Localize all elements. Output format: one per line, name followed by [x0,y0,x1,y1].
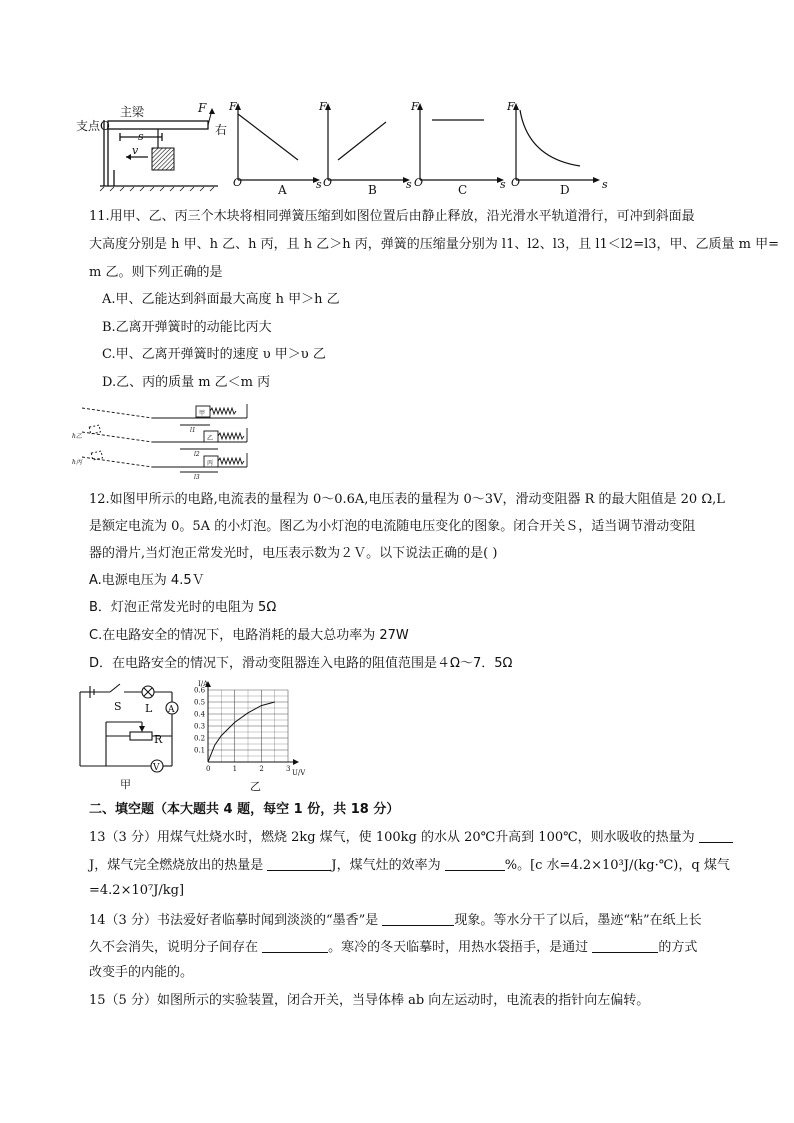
q14-line2-c: 的方式 [658,940,698,955]
section-heading: 二、填空题（本大题共 4 题，每空 1 份，共 18 分） [89,802,400,817]
q14-blank-2[interactable] [262,939,328,953]
y-tick-label: 0.1 [194,746,206,755]
graph-caption: 乙 [250,780,261,793]
x-tick-label: 0 [206,765,211,773]
force-label: F [198,101,207,115]
axis-s-label: s [602,178,608,191]
q11-stem-line3: m 乙。则下列正确的是 [89,265,223,280]
x-axis-label: U/V [292,769,306,777]
x-tick-label: 1 [232,765,238,773]
l2-label: l2 [194,451,200,458]
axis-origin-label: O [414,176,424,189]
q14-line3: 改变手的内能的。 [89,965,194,980]
q13-line2-b: J，煤气灶的效率为 [331,858,441,873]
block-jia-label: 甲 [199,410,206,417]
axis-f-label: F [411,100,419,113]
q11-option-b: B.乙离开弹簧时的动能比丙大 [102,320,272,335]
y-tick-label: 0.5 [194,698,206,707]
y-axis-label: I/A [198,680,209,688]
axis-f-label: F [229,100,237,113]
y-tick-label: 0.6 [194,686,206,695]
q14-line2-a: 久不会消失，说明分子间存在 [89,940,259,955]
lamp-label: L [145,702,153,715]
q12-stem-line2: 是额定电流为 0。5A 的小灯泡。图乙为小灯泡的电流随电压变化的图象。闭合开关Ｓ，适当调节滑动变阻 [89,519,696,534]
q11-spring-figure [72,400,252,481]
pivot-label: 支点O [76,119,110,133]
axis-origin-label: O [511,176,521,189]
ammeter-label: A [168,705,175,715]
x-tick-label: 3 [286,765,291,773]
q13-blank-1[interactable] [699,829,733,843]
y-tick-label: 0.4 [194,710,206,719]
x-tick-label: 2 [259,765,264,773]
axis-s-label: s [406,178,412,191]
graph-option-b: B [368,183,377,197]
s-label: s [138,130,144,143]
q15-line1: 15（5 分）如图所示的实验装置，闭合开关，当导体棒 ab 向左运动时，电流表的指针向左偏转。 [89,993,650,1008]
q14-blank-1[interactable] [382,912,454,926]
sliding-block [152,148,174,170]
q14-blank-3[interactable] [592,939,658,953]
y-tick-label: 0.3 [194,722,206,731]
h-bing-label: h丙 [72,459,82,466]
l1-label: l1 [190,427,196,434]
q13-blank-3[interactable] [445,857,505,871]
q13-line2 [89,857,730,875]
switch-label: S [114,700,122,713]
y-tick-label: 0.2 [194,734,206,743]
q12-option-a: A.电源电压为 4.5Ｖ [89,573,205,588]
q13-line3: =4.2×10⁷J/kg] [89,883,185,898]
q13-line2-c: %。[c 水=4.2×10³J/(kg·℃)，q 煤气 [504,858,730,873]
axis-f-label: F [507,100,515,113]
q12-stem-line1: 12.如图甲所示的电路,电流表的量程为 0～0.6A,电压表的量程为 0～3V，滑动变阻器 R 的最大阻值是 20 Ω,L [89,492,725,507]
circuit-caption: 甲 [120,778,131,791]
axis-s-label: s [316,178,322,191]
q11-stem-line1: 11.用甲、乙、丙三个木块将相同弹簧压缩到如图位置后由静止释放，沿光滑水平轨道滑行，可冲到斜面最 [89,209,695,224]
right-label: 右 [215,123,228,137]
axis-f-label: F [319,100,327,113]
block-bing-label: 丙 [207,460,214,467]
q14-line1 [89,912,702,930]
q13-line1-text: 13（3 分）用煤气灶烧水时，燃烧 2kg 煤气，使 100kg 的水从 20℃升高到 100℃，则水吸收的热量为 [89,830,695,845]
q12-option-c: C.在电路安全的情况下，电路消耗的最大总功率为 27W [89,628,409,643]
graph-option-a: A [278,183,287,197]
q10-lever-figure [70,100,230,195]
q12-option-b: B．灯泡正常发光时的电阻为 5Ω [89,600,277,615]
iu-graph [192,678,320,793]
beam-label: 主梁 [120,105,145,119]
h-yi-label: h乙 [72,433,82,440]
q10-graph-options [228,100,618,197]
q13-line1 [89,829,733,847]
q12-stem-line3: 器的滑片,当灯泡正常发光时，电压表示数为２Ｖ。以下说法正确的是( ) [89,546,498,561]
voltmeter-label: V [153,763,160,773]
q14-line1-b: 现象。等水分干了以后，墨迹“粘”在纸上长 [454,913,702,928]
axis-s-label: s [500,178,506,191]
q13-line2-a: J，煤气完全燃烧放出的热量是 [89,858,264,873]
v-label: v [132,144,139,157]
axis-origin-label: O [233,176,243,189]
q14-line2-b: 。寒冷的冬天临摹时，用热水袋捂手，是通过 [328,940,589,955]
block-yi-label: 乙 [207,435,214,442]
q12-option-d: D．在电路安全的情况下，滑动变阻器连入电路的阻值范围是４Ω～7．5Ω [89,656,513,671]
q12-circuit-diagram [76,680,188,790]
q14-line1-a: 14（3 分）书法爱好者临摹时闻到淡淡的“墨香”是 [89,913,379,928]
axis-origin-label: O [323,176,333,189]
q14-line2 [89,939,697,957]
rheostat-label: R [154,733,163,746]
l3-label: l3 [194,474,200,481]
q11-stem-line2: 大高度分别是 h 甲、h 乙、h 丙，且 h 乙＞h 丙，弹簧的压缩量分别为 l1、l2、l3，且 l1＜l2=l3，甲、乙质量 m 甲= [89,237,780,252]
graph-option-c: C [458,183,468,197]
q11-option-d: D.乙、丙的质量 m 乙＜m 丙 [102,375,271,390]
q11-option-a: A.甲、乙能达到斜面最大高度 h 甲＞h 乙 [102,292,340,307]
q13-blank-2[interactable] [267,857,331,871]
q11-option-c: C.甲、乙离开弹簧时的速度 υ 甲＞υ 乙 [102,347,326,362]
graph-option-d: D [560,183,570,197]
